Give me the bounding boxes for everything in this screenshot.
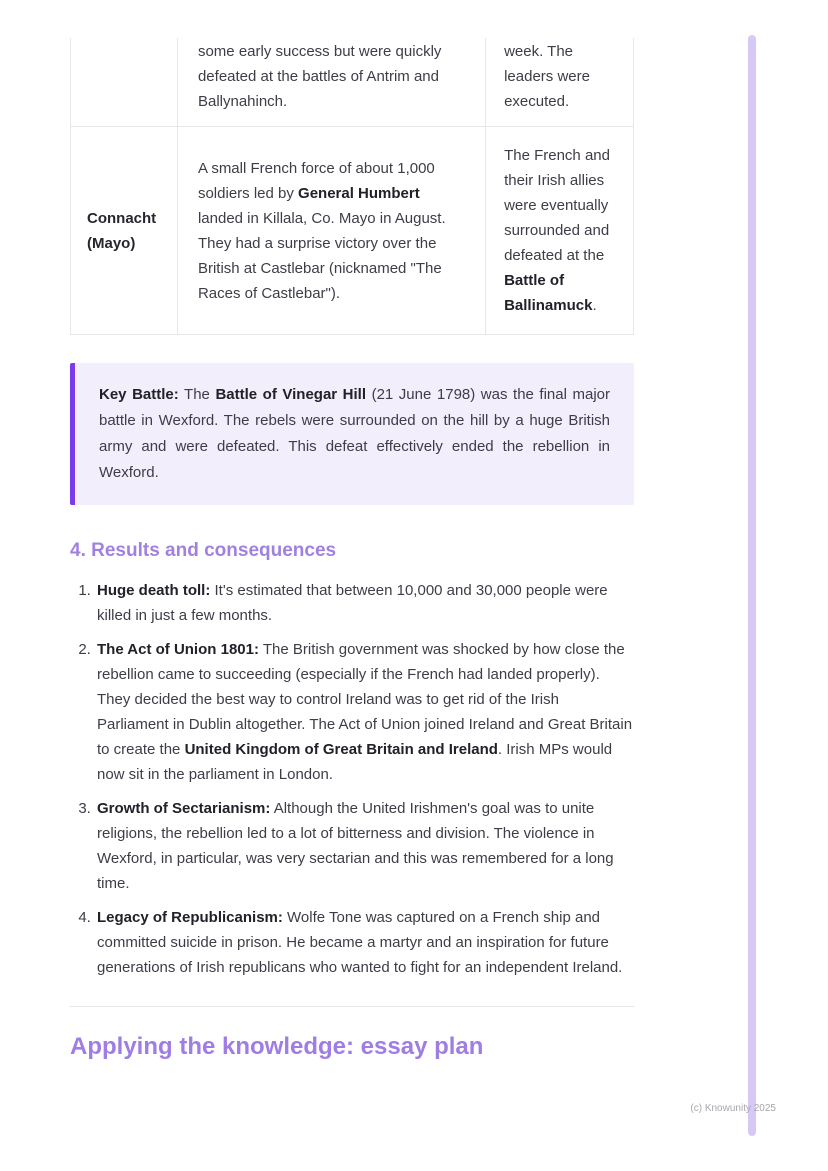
table-row	[71, 38, 634, 127]
document-content	[70, 0, 634, 1061]
region-cell: Connacht (Mayo)	[71, 127, 178, 335]
description-cell: A small French force of about 1,000 soldiers led by General Humbert landed in Killala, Co. Mayo in August. They had a surprise victory over the British at Castlebar (nicknamed "The Races of Castlebar").	[177, 127, 485, 335]
outcome-cell: The French and their Irish allies were eventually surrounded and defeated at the Battle of Ballinamuck.	[486, 127, 634, 335]
scrollbar[interactable]	[748, 35, 756, 1136]
region-cell	[71, 38, 178, 127]
list-item: 1. Huge death toll: It's estimated that between 10,000 and 30,000 people were killed in just a few months.	[95, 578, 634, 628]
key-battle-callout: Key Battle: The Battle of Vinegar Hill (21 June 1798) was the final major battle in Wexford. The rebels were surrounded on the hill by a huge British army and were defeated. This defeat effectively ended the rebellion in Wexford.	[70, 363, 634, 505]
essay-plan-heading: Applying the knowledge: essay plan	[70, 1033, 484, 1060]
rebellion-regions-table	[70, 38, 634, 335]
copyright-text: (c) Knowunity 2025	[690, 1103, 776, 1114]
results-list	[70, 578, 634, 980]
list-item: 4. Legacy of Republicanism: Wolfe Tone was captured on a French ship and committed suicide in prison. He became a martyr and an inspiration for future generations of Irish republicans who wanted to fight for an independent Ireland.	[95, 905, 634, 980]
outcome-cell: week. The leaders were executed.	[486, 38, 634, 127]
results-heading: 4. Results and consequences	[70, 540, 337, 561]
description-cell: some early success but were quickly defeated at the battles of Antrim and Ballynahinch.	[177, 38, 485, 127]
table-row	[71, 127, 634, 335]
list-item: 3. Growth of Sectarianism: Although the United Irishmen's goal was to unite religions, the rebellion led to a lot of bitterness and division. The violence in Wexford, in particular, was very sectarian and this was remembered for a long time.	[95, 796, 634, 896]
section-divider	[70, 1006, 634, 1007]
list-item: 2. The Act of Union 1801: The British government was shocked by how close the rebellion came to succeeding (especially if the French had landed properly). They decided the best way to control Ireland was to get rid of the Irish Parliament in Dublin altogether. The Act of Union joined Ireland and Great Britain to create the United Kingdom of Great Britain and Ireland. Irish MPs would now sit in the parliament in London.	[95, 637, 634, 787]
